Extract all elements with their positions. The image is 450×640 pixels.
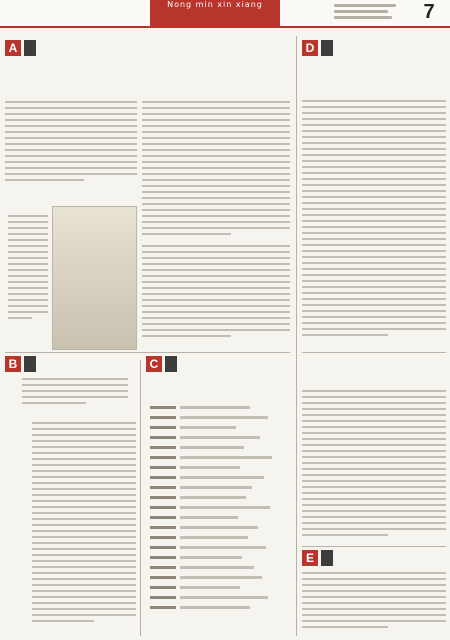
section-a-tag [5,40,36,56]
section-e-letter: E [302,550,318,566]
section-c-tag [146,356,177,372]
book-entry [150,402,290,412]
book-entry [150,422,290,432]
article-a-headline [36,58,281,84]
book-entry [150,592,290,602]
section-e-tag [302,550,333,566]
article-d2-body [302,390,446,540]
section-c-name [165,356,177,372]
section-title-en: Nong min xin xiang [167,0,263,9]
book-entry [150,582,290,592]
book-entry [150,572,290,582]
divider-main-right [296,36,297,636]
divider-d [302,352,446,353]
section-title-block [150,0,280,28]
book-entry [150,462,290,472]
book-list [150,402,290,632]
book-entry [150,472,290,482]
news-photo [52,206,137,350]
article-a-col-3 [142,245,290,345]
newspaper-logo [6,4,88,24]
book-entry [150,522,290,532]
book-entry [150,552,290,562]
photo-a-caption [8,215,48,335]
book-entry [150,532,290,542]
article-a-col-2 [142,101,290,241]
book-entry [150,502,290,512]
article-b-body [32,422,136,632]
book-entry [150,432,290,442]
book-entry [150,452,290,462]
divider-e [302,546,446,547]
section-b-tag [5,356,36,372]
section-c-letter: C [146,356,162,372]
page-number: 7 [423,1,435,23]
article-d2-headline [302,364,446,384]
book-entry [150,412,290,422]
article-d-body [302,100,446,345]
article-a-subhead [20,85,290,97]
masthead-meta [334,4,404,24]
divider-a [5,352,290,353]
section-a-name [24,40,36,56]
article-c-headline [146,378,292,396]
article-a-col-1 [5,101,137,187]
section-d-letter: D [302,40,318,56]
article-b-vertical-title-2 [5,545,29,637]
article-d-headline [302,74,446,94]
section-a-letter: A [5,40,21,56]
article-b-lead [22,378,128,418]
section-d-name [321,40,333,56]
section-b-letter: B [5,356,21,372]
book-entry [150,562,290,572]
book-entry [150,512,290,522]
book-entry [150,602,290,612]
book-entry [150,482,290,492]
section-d-tag [302,40,333,56]
book-entry [150,442,290,452]
book-entry [150,492,290,502]
article-e-body [302,572,446,636]
book-entry [150,542,290,552]
divider-bc [140,360,141,636]
section-b-name [24,356,36,372]
section-e-name [321,550,333,566]
